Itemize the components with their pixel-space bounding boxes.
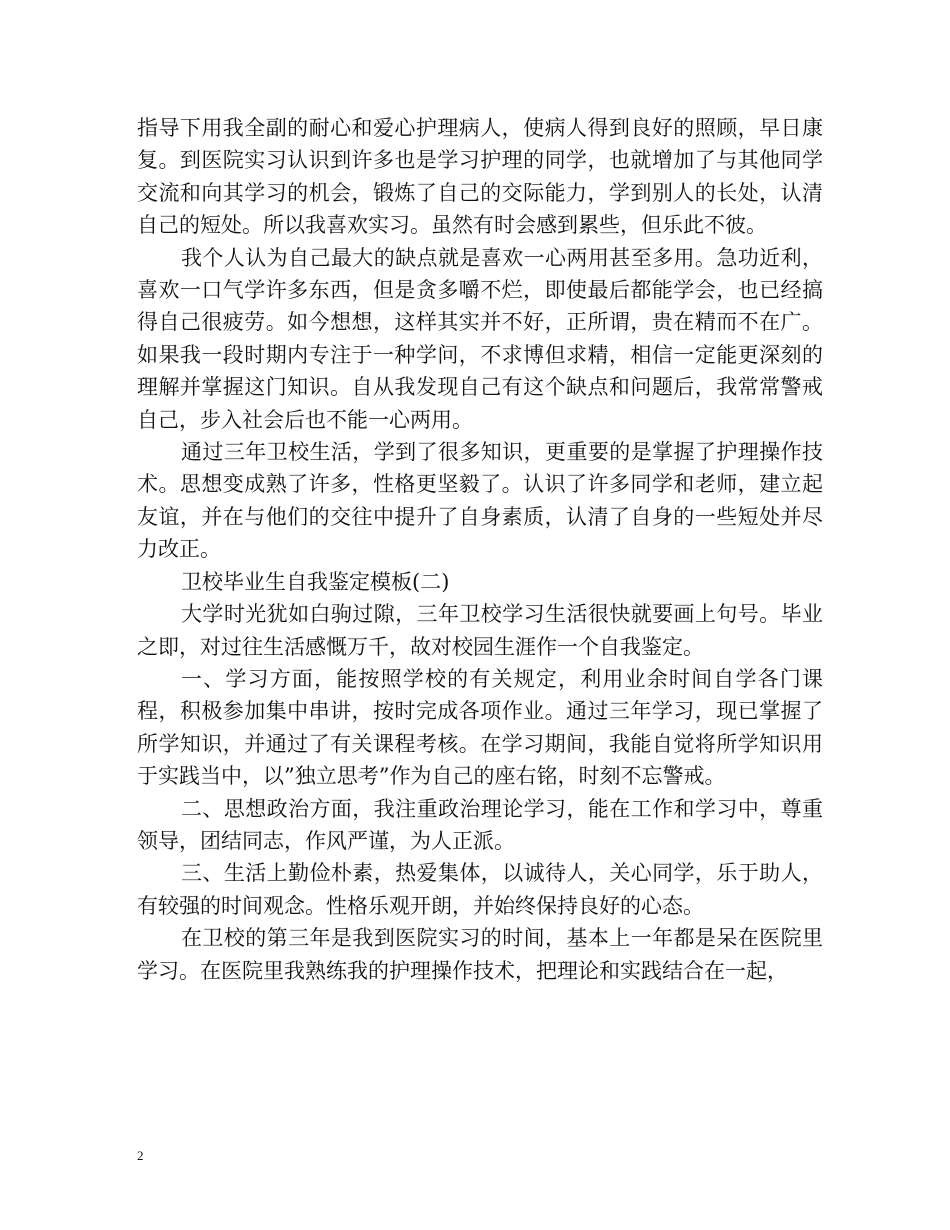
section-heading: 卫校毕业生自我鉴定模板(二) <box>181 569 450 594</box>
paragraph-study: 一、学习方面，能按照学校的有关规定，利用业余时间自学各门课程，积极参加集中串讲，按时完成各项作业。通过三年学习，现已掌握了所学知识，并通过了有关课程考核。在学习期间，我能自觉将所学知识用于实践当中，以”独立思考”作为自己的座右铭，时刻不忘警戒。 <box>137 666 823 789</box>
document-body <box>137 112 823 987</box>
paragraph-shortcomings: 我个人认为自己最大的缺点就是喜欢一心两用甚至多用。急功近利，喜欢一口气学许多东西，但是贪多嚼不烂，即使最后都能学会，也已经搞得自己很疲劳。如今想想，这样其实并不好，正所谓，贵在精而不在广。如果我一段时期内专注于一种学问，不求博但求精，相信一定能更深刻的理解并掌握这门知识。自从我发现自己有这个缺点和问题后，我常常警戒自己，步入社会后也不能一心两用。 <box>137 245 823 432</box>
paragraph-life: 三、生活上勤俭朴素，热爱集体，以诚待人，关心同学，乐于助人，有较强的时间观念。性格乐观开朗，并始终保持良好的心态。 <box>137 861 823 918</box>
paragraph-politics: 二、思想政治方面，我注重政治理论学习，能在工作和学习中，尊重领导，团结同志，作风严谨，为人正派。 <box>137 796 823 853</box>
paragraph-continuation: 指导下用我全副的耐心和爱心护理病人，使病人得到良好的照顾，早日康复。到医院实习认识到许多也是学习护理的同学，也就增加了与其他同学交流和向其学习的机会，锻炼了自己的交际能力，学到别人的长处，认清自己的短处。所以我喜欢实习。虽然有时会感到累些，但乐此不彼。 <box>137 116 823 238</box>
page-number: 2 <box>137 1148 144 1163</box>
paragraph-summary: 通过三年卫校生活，学到了很多知识，更重要的是掌握了护理操作技术。思想变成熟了许多，性格更坚毅了。认识了许多同学和老师，建立起友谊，并在与他们的交往中提升了自身素质，认清了自身的一些短处并尽力改正。 <box>137 440 823 562</box>
paragraph-intro: 大学时光犹如白驹过隙，三年卫校学习生活很快就要画上句号。毕业之即，对过往生活感慨万千，故对校园生涯作一个自我鉴定。 <box>137 602 823 659</box>
paragraph-internship: 在卫校的第三年是我到医院实习的时间，基本上一年都是呆在医院里学习。在医院里我熟练我的护理操作技术，把理论和实践结合在一起， <box>137 926 823 983</box>
